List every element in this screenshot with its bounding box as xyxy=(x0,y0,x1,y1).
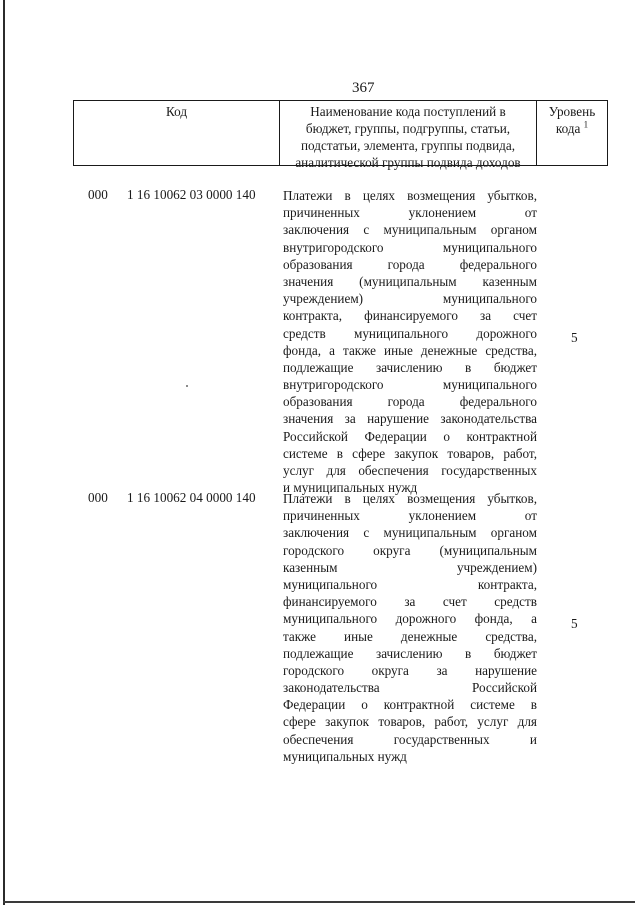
description-line: причиненных уклонением от xyxy=(283,205,537,221)
income-description xyxy=(283,490,537,765)
description-line: обеспечения государственных и xyxy=(283,731,537,747)
description-line: казенным учреждением) xyxy=(283,559,537,575)
description-line: причиненных уклонением от xyxy=(283,508,537,524)
description-line: подлежащие зачислению в бюджет xyxy=(283,359,537,375)
description-line: контракта, финансируемого за счет xyxy=(283,308,537,324)
description-line: Платежи в целях возмещения убытков, xyxy=(283,491,537,506)
header-name-line: подстатьи, элемента, группы подвида, xyxy=(301,138,515,153)
description-line: городского округа за нарушение xyxy=(283,662,537,678)
scan-edge-bottom xyxy=(3,901,635,903)
description-line: Федерации о контрактной системе в xyxy=(283,697,537,713)
code-level: 5 xyxy=(571,616,578,631)
code-level: 5 xyxy=(571,330,578,345)
description-line: сфере закупок товаров, работ, услуг для xyxy=(283,714,537,730)
header-name-line: бюджет, группы, подгруппы, статьи, xyxy=(305,121,511,136)
header-level-line1: Уровень xyxy=(548,104,596,119)
description-line: учреждением) муниципального xyxy=(283,291,537,307)
header-level-footnote: 1 xyxy=(583,119,589,130)
description-line: услуг для обеспечения государственных xyxy=(283,463,537,478)
table-header xyxy=(73,100,608,170)
admin-code: 000 xyxy=(88,187,108,202)
header-name-line: Наименование кода поступлений в xyxy=(310,104,506,119)
description-line: Платежи в целях возмещения убытков, xyxy=(283,188,537,203)
description-line: фонда, а также иные денежные средства, xyxy=(283,342,537,358)
description-line: городского округа (муниципальным xyxy=(283,542,537,558)
description-line: внутригородского муниципального xyxy=(283,377,537,393)
description-line: заключения с муниципальным органом xyxy=(283,525,537,541)
income-description xyxy=(283,187,537,496)
header-name xyxy=(280,101,537,170)
description-line: системе в сфере закупок товаров, работ, xyxy=(283,445,537,461)
description-line: также иные денежные средства, xyxy=(283,628,537,644)
income-code: 1 16 10062 03 0000 140 xyxy=(127,187,256,202)
page-number: 367 xyxy=(352,80,375,96)
description-line: образования города федерального xyxy=(283,256,537,272)
description-line: средств муниципального дорожного xyxy=(283,325,537,341)
description-line: законодательства Российской xyxy=(283,680,537,696)
income-code: 1 16 10062 04 0000 140 xyxy=(127,490,256,505)
description-line: муниципального контракта, xyxy=(283,576,537,592)
description-line: муниципальных нужд xyxy=(283,748,407,764)
header-level-line2-wrap xyxy=(537,120,607,137)
header-code: Код xyxy=(74,101,280,165)
header-level-line2: кода xyxy=(555,121,581,136)
description-line: и муниципальных нужд xyxy=(283,480,418,496)
description-line: Российской Федерации о контрактной xyxy=(283,428,537,444)
description-line: финансируемого за счет средств xyxy=(283,594,537,610)
description-line: значения (муниципальным казенным xyxy=(283,273,537,289)
description-line: подлежащие зачислению в бюджет xyxy=(283,645,537,661)
header-name-line: аналитической группы подвида доходов xyxy=(295,155,521,170)
description-line: муниципального дорожного фонда, а xyxy=(283,611,537,627)
scan-speck xyxy=(186,385,188,387)
description-line: значения за нарушение законодательства xyxy=(283,411,537,427)
description-line: внутригородского муниципального xyxy=(283,239,537,255)
scan-edge-left xyxy=(3,0,5,905)
description-line: образования города федерального xyxy=(283,394,537,410)
description-line: заключения с муниципальным органом xyxy=(283,222,537,238)
admin-code: 000 xyxy=(88,490,108,505)
header-level xyxy=(537,101,607,165)
